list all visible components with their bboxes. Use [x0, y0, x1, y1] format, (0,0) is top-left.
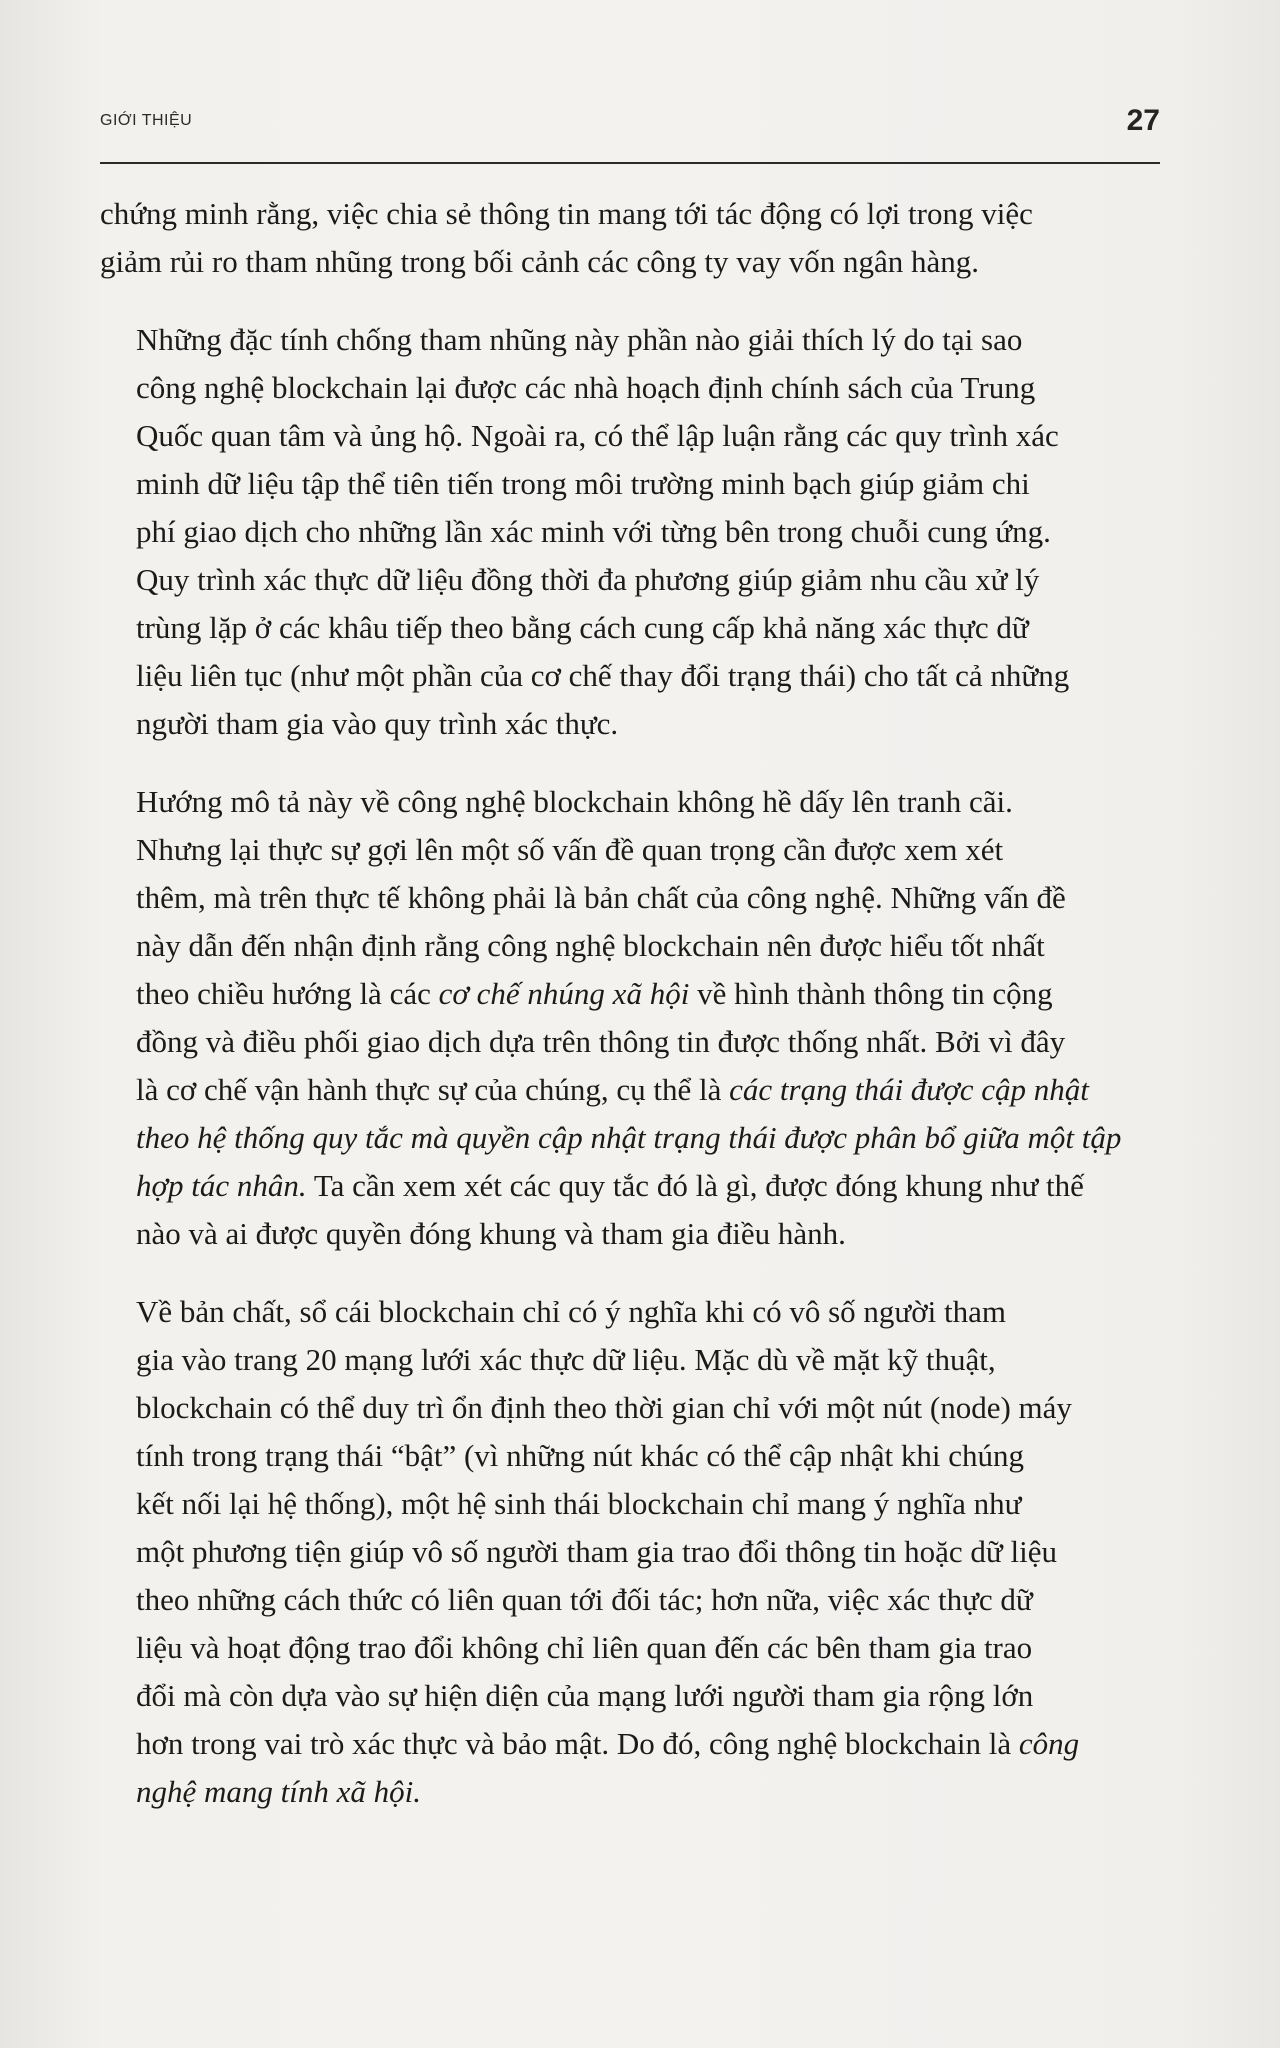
text-line	[100, 1162, 1160, 1210]
text-line: Quốc quan tâm và ủng hộ. Ngoài ra, có thể lập luận rằng các quy trình xác	[136, 418, 1059, 453]
text-run: hơn trong vai trò xác thực và bảo mật. Do đó, công nghệ blockchain là	[136, 1726, 1019, 1761]
italic-phrase: hợp tác nhân.	[136, 1168, 307, 1203]
text-line: tính trong trạng thái “bật” (vì những nút khác có thể cập nhật khi chúng	[136, 1438, 1024, 1473]
page-header	[100, 104, 1160, 164]
text-line: trùng lặp ở các khâu tiếp theo bằng cách cung cấp khả năng xác thực dữ	[136, 610, 1029, 645]
paragraph-3	[100, 778, 1160, 1258]
text-line	[100, 1768, 1160, 1816]
page-number: 27	[1126, 104, 1160, 137]
text-line: Về bản chất, sổ cái blockchain chỉ có ý nghĩa khi có vô số người tham	[136, 1294, 1006, 1329]
italic-phrase: các trạng thái được cập nhật	[729, 1072, 1089, 1107]
text-line: gia vào trang 20 mạng lưới xác thực dữ liệu. Mặc dù về mặt kỹ thuật,	[136, 1342, 996, 1377]
italic-phrase: công	[1018, 1726, 1080, 1761]
text-line: minh dữ liệu tập thể tiên tiến trong môi trường minh bạch giúp giảm chi	[136, 466, 1030, 501]
text-line: blockchain có thể duy trì ổn định theo thời gian chỉ với một nút (node) máy	[136, 1390, 1072, 1425]
text-line: Những đặc tính chống tham nhũng này phần nào giải thích lý do tại sao	[136, 322, 1023, 357]
text-line: đổi mà còn dựa vào sự hiện diện của mạng lưới người tham gia rộng lớn	[136, 1678, 1034, 1713]
text-line: Quy trình xác thực dữ liệu đồng thời đa phương giúp giảm nhu cầu xử lý	[136, 562, 1040, 597]
text-line: Nhưng lại thực sự gợi lên một số vấn đề quan trọng cần được xem xét	[136, 832, 1004, 867]
text-run: là cơ chế vận hành thực sự của chúng, cụ thể là	[136, 1072, 730, 1107]
text-line: liệu liên tục (như một phần của cơ chế thay đổi trạng thái) cho tất cả những	[136, 658, 1070, 693]
text-line: giảm rủi ro tham nhũng trong bối cảnh các công ty vay vốn ngân hàng.	[100, 244, 979, 279]
text-line: người tham gia vào quy trình xác thực.	[136, 706, 619, 741]
text-line	[100, 1066, 1160, 1114]
italic-phrase: nghệ mang tính xã hội.	[136, 1774, 421, 1809]
text-line: chứng minh rằng, việc chia sẻ thông tin mang tới tác động có lợi trong việc	[100, 196, 1033, 231]
text-line: một phương tiện giúp vô số người tham gia trao đổi thông tin hoặc dữ liệu	[136, 1534, 1057, 1569]
text-line: công nghệ blockchain lại được các nhà hoạch định chính sách của Trung	[136, 370, 1036, 405]
text-line	[100, 1720, 1160, 1768]
text-run: về hình thành thông tin cộng	[689, 976, 1053, 1011]
text-line: kết nối lại hệ thống), một hệ sinh thái blockchain chỉ mang ý nghĩa như	[136, 1486, 1022, 1521]
italic-phrase: cơ chế nhúng xã hội	[438, 976, 690, 1011]
running-head: GIỚI THIỆU	[100, 112, 193, 129]
text-line: đồng và điều phối giao dịch dựa trên thông tin được thống nhất. Bởi vì đây	[136, 1024, 1066, 1059]
text-line	[100, 970, 1160, 1018]
text-line: phí giao dịch cho những lần xác minh với từng bên trong chuỗi cung ứng.	[136, 514, 1051, 549]
text-line: theo những cách thức có liên quan tới đối tác; hơn nữa, việc xác thực dữ	[136, 1582, 1033, 1617]
paragraph-2	[100, 316, 1160, 748]
text-line: nào và ai được quyền đóng khung và tham gia điều hành.	[136, 1216, 846, 1251]
text-run: Ta cần xem xét các quy tắc đó là gì, được đóng khung như thế	[306, 1168, 1084, 1203]
paragraph-4	[100, 1288, 1160, 1816]
text-line: Hướng mô tả này về công nghệ blockchain không hề dấy lên tranh cãi.	[136, 784, 1013, 819]
text-line	[100, 1114, 1160, 1162]
body-text	[100, 190, 1160, 1846]
paragraph-1	[100, 190, 1160, 286]
text-line: này dẫn đến nhận định rằng công nghệ blockchain nên được hiểu tốt nhất	[136, 928, 1045, 963]
italic-phrase: theo hệ thống quy tắc mà quyền cập nhật trạng thái được phân bổ giữa một tập	[136, 1120, 1122, 1155]
text-line: thêm, mà trên thực tế không phải là bản chất của công nghệ. Những vấn đề	[136, 880, 1066, 915]
text-run: theo chiều hướng là các	[136, 976, 439, 1011]
text-line: liệu và hoạt động trao đổi không chỉ liên quan đến các bên tham gia trao	[136, 1630, 1033, 1665]
